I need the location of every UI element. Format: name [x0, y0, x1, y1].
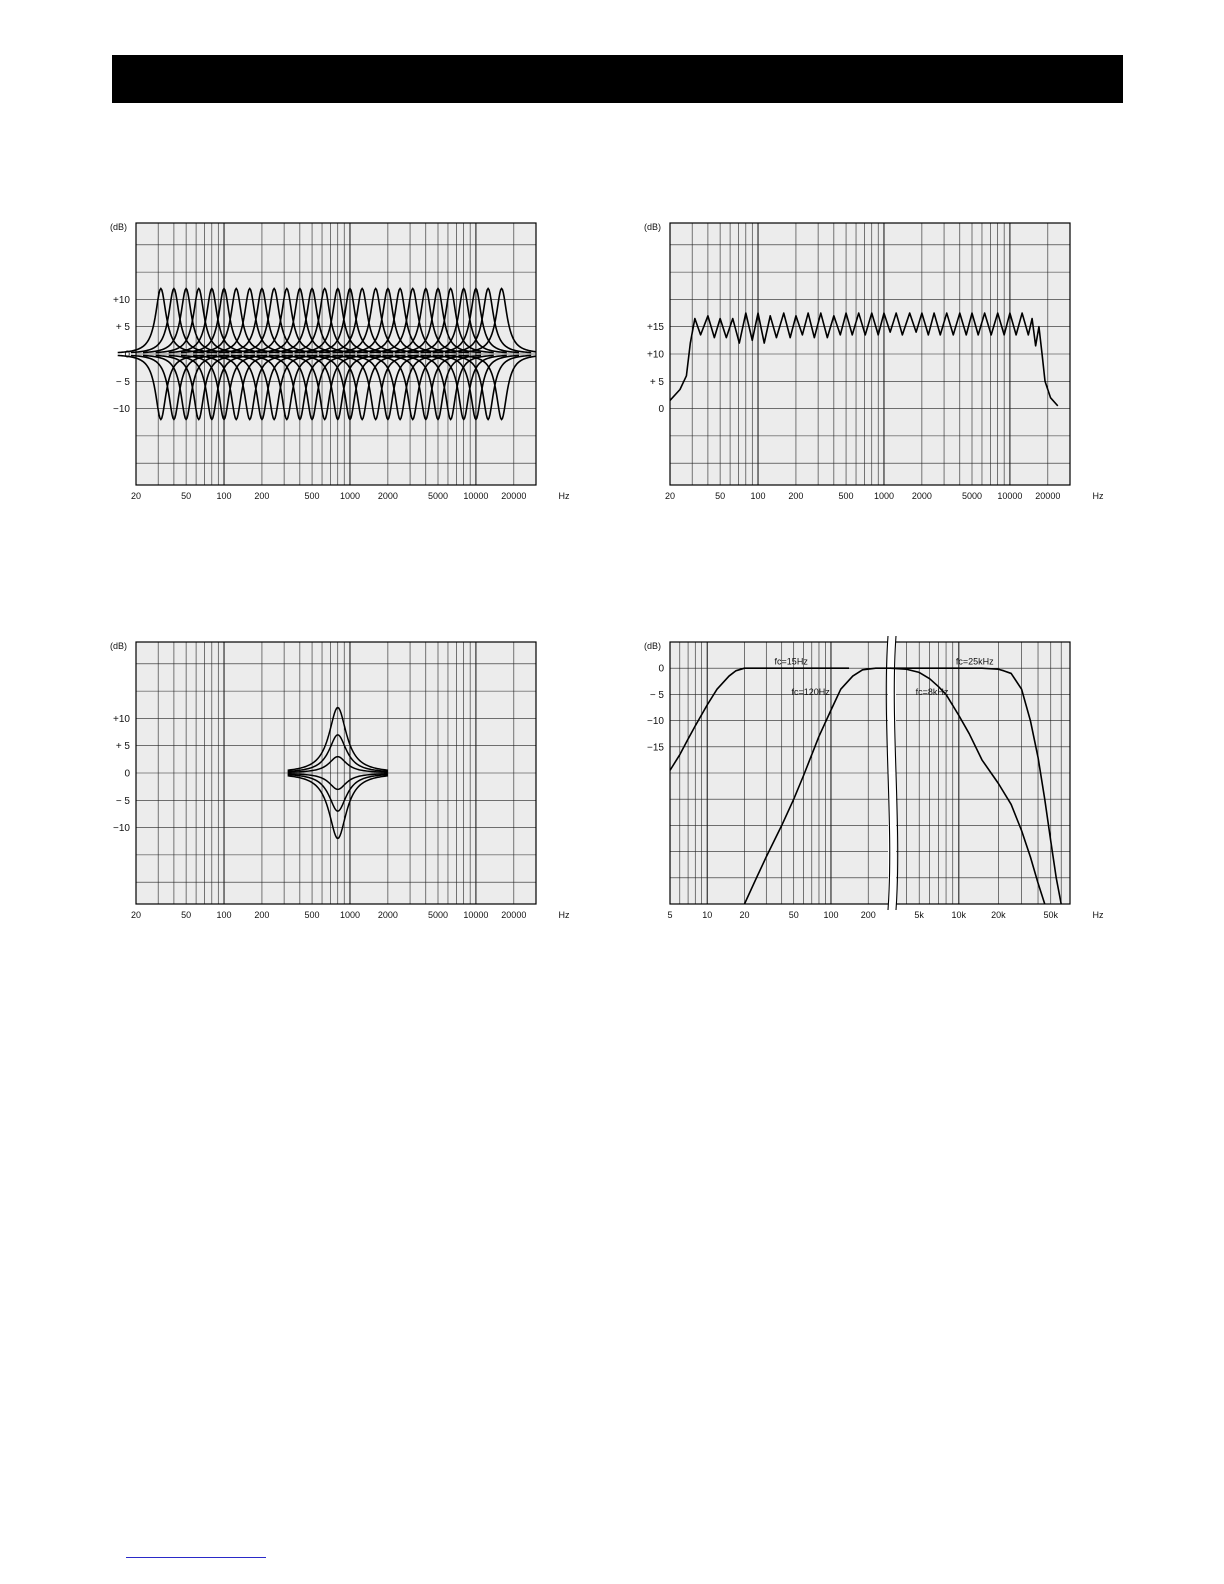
x-tick-label: 2000	[911, 491, 932, 501]
chart-eq-bands-svg	[104, 217, 584, 507]
x-tick-label: 50	[788, 910, 799, 920]
x-unit-label: Hz	[1092, 910, 1104, 920]
y-tick-label: + 5	[115, 741, 130, 753]
x-tick-label: 200	[860, 910, 876, 920]
x-tick-label: 500	[304, 910, 320, 920]
x-tick-label: 200	[254, 910, 270, 920]
y-tick-label: +15	[647, 322, 664, 334]
y-tick-label: 0	[124, 768, 130, 780]
x-tick-label: 50	[181, 491, 192, 501]
x-tick-label: 20	[739, 910, 750, 920]
y-tick-label: −10	[113, 404, 130, 416]
x-tick-label: 5	[667, 910, 673, 920]
y-tick-label: +10	[113, 713, 130, 725]
x-tick-label: 10	[702, 910, 713, 920]
x-tick-label: 10000	[463, 491, 489, 501]
y-unit-label: (dB)	[644, 641, 662, 651]
x-unit-label: Hz	[1092, 491, 1104, 501]
y-unit-label: (dB)	[644, 222, 662, 232]
y-tick-label: −10	[113, 823, 130, 835]
x-tick-label: 20	[664, 491, 676, 501]
chart-eq-single-band-svg	[104, 636, 584, 926]
chart-eq-all-boost	[638, 217, 1118, 507]
y-tick-label: + 5	[649, 376, 664, 388]
header-bar	[112, 55, 1123, 103]
x-tick-label: 20k	[991, 910, 1006, 920]
y-unit-label: (dB)	[110, 641, 128, 651]
x-tick-label: 20000	[501, 910, 527, 920]
x-tick-label: 5000	[427, 910, 449, 920]
chart-eq-bands	[104, 217, 584, 507]
y-tick-label: − 5	[649, 689, 664, 701]
footer-link-line	[126, 1557, 266, 1558]
x-tick-label: 1000	[339, 910, 360, 920]
x-tick-label: 500	[838, 491, 854, 501]
x-tick-label: 100	[216, 910, 232, 920]
x-tick-label: 2000	[377, 910, 398, 920]
x-tick-label: 10000	[997, 491, 1023, 501]
chart-filters	[638, 636, 1118, 926]
x-tick-label: 100	[823, 910, 839, 920]
series-annotation: fc=120Hz	[791, 687, 830, 698]
x-tick-label: 2000	[377, 491, 398, 501]
y-tick-label: − 5	[115, 795, 130, 807]
y-tick-label: −15	[647, 742, 664, 754]
y-tick-label: − 5	[115, 376, 130, 388]
y-tick-label: −10	[647, 716, 664, 728]
x-tick-label: 50k	[1043, 910, 1059, 920]
series-annotation: fc=8kHz	[915, 687, 949, 698]
x-tick-label: 50	[181, 910, 192, 920]
series-annotation: fc=15Hz	[774, 656, 808, 667]
y-tick-label: +10	[113, 294, 130, 306]
chart-filters-svg	[638, 636, 1118, 926]
x-unit-label: Hz	[558, 910, 570, 920]
x-tick-label: 20000	[1035, 491, 1061, 501]
y-tick-label: 0	[658, 663, 664, 675]
x-tick-label: 200	[788, 491, 804, 501]
y-tick-label: + 5	[115, 322, 130, 334]
y-tick-label: 0	[124, 349, 130, 361]
y-tick-label: +10	[647, 349, 664, 361]
x-tick-label: 50	[715, 491, 726, 501]
x-tick-label: 10000	[463, 910, 489, 920]
x-tick-label: 5000	[427, 491, 449, 501]
x-tick-label: 20000	[501, 491, 527, 501]
x-tick-label: 10k	[951, 910, 967, 920]
x-tick-label: 5000	[961, 491, 983, 501]
chart-eq-all-boost-svg	[638, 217, 1118, 507]
x-tick-label: 500	[304, 491, 320, 501]
x-tick-label: 1000	[339, 491, 360, 501]
x-tick-label: 20	[130, 491, 142, 501]
x-tick-label: 200	[254, 491, 270, 501]
chart-eq-single-band	[104, 636, 584, 926]
x-tick-label: 5k	[914, 910, 924, 920]
y-unit-label: (dB)	[110, 222, 128, 232]
x-tick-label: 100	[216, 491, 232, 501]
x-unit-label: Hz	[558, 491, 570, 501]
series-annotation: fc=25kHz	[955, 656, 994, 667]
x-tick-label: 100	[750, 491, 766, 501]
x-tick-label: 20	[130, 910, 142, 920]
y-tick-label: 0	[658, 404, 664, 416]
x-tick-label: 1000	[873, 491, 894, 501]
